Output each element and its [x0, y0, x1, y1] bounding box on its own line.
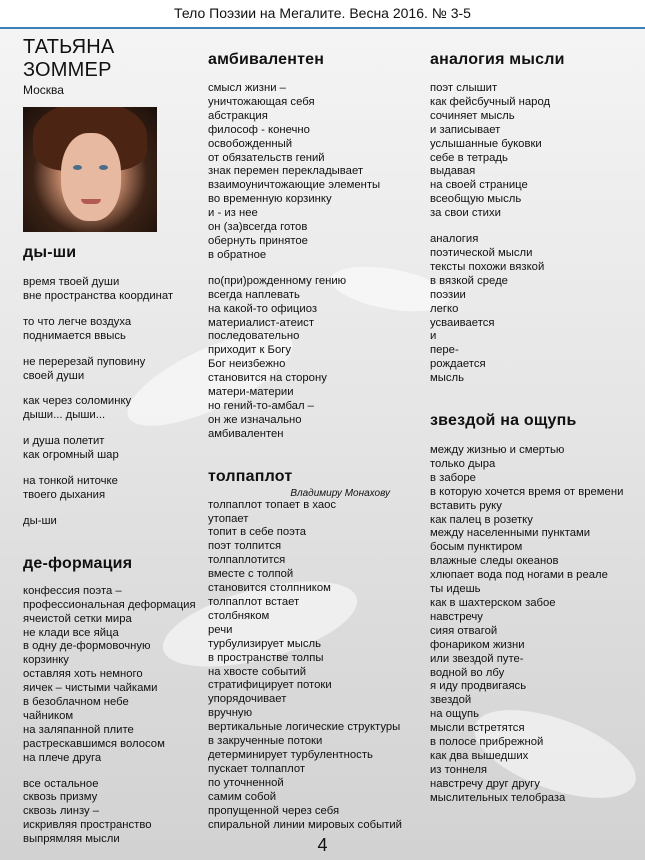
poem-line: всеобщую мысль	[430, 193, 522, 206]
poem-line: и записывает	[430, 123, 501, 136]
poem-line: оставляя хоть немного	[23, 668, 143, 681]
poem-line: рождается	[430, 358, 486, 371]
poem-line: не клади все яйца	[23, 626, 119, 639]
author-photo	[23, 107, 157, 232]
poem-line: толпаплот встает	[208, 596, 300, 608]
poem-title: аналогия мысли	[430, 51, 565, 68]
poem-body	[23, 585, 208, 847]
poem-line: детерминирует турбулентность	[208, 748, 373, 761]
poem-line: в которую хочется время от времени	[430, 485, 624, 498]
poem-line: на заляпанной плите	[23, 723, 134, 736]
poem-line: в обратное	[208, 248, 267, 261]
poem-line: поднимается ввысь	[23, 329, 126, 342]
poem-line: чайником	[23, 709, 74, 722]
poem-line: приходит к Богу	[208, 344, 292, 357]
poem-line: самим собой	[208, 790, 277, 803]
poem-line: между населенными пунктами	[430, 527, 591, 540]
poem-line: растрескавшимся волосом	[23, 737, 165, 750]
poem-line: мысль	[430, 372, 465, 385]
poem-line: пускает толпаплот	[208, 762, 306, 775]
poem-body	[23, 276, 208, 529]
poem-line: как два вышедших	[430, 749, 529, 762]
poem-line: он же изначально	[208, 413, 302, 426]
poem-line: упорядочивает	[208, 693, 287, 706]
poem-line: но гений-то-амбал –	[208, 399, 314, 412]
poem-line: за свои стихи	[430, 207, 501, 220]
poem-line: на плече друга	[23, 751, 102, 764]
poem-line: себе в тетрадь	[430, 151, 508, 164]
poem-line: в пространстве толпы	[208, 651, 324, 664]
poem-line: на своей странице	[430, 179, 528, 192]
poem-line: легко	[430, 302, 459, 315]
poem-line: уничтожающая себя	[208, 95, 315, 108]
poem-line: тексты похожи вязкой	[430, 260, 545, 273]
poem-line: в вязкой среде	[430, 274, 508, 287]
poem-title: де-формация	[23, 554, 133, 572]
poem-title: ды-ши	[23, 244, 77, 261]
poem-line: время твоей души	[23, 276, 120, 288]
column-3	[430, 29, 642, 806]
poem-line: абстракция	[208, 109, 268, 122]
poem-line: на хвосте событий	[208, 665, 307, 678]
poem-line: и душа полетит	[23, 435, 105, 448]
poem-line: матери-материи	[208, 386, 294, 399]
poem-line: яичек – чистыми чайками	[23, 682, 158, 695]
poem-line: спиральной линии мировых событий	[208, 818, 402, 831]
poem-line: сквозь призму	[23, 791, 98, 804]
poem-line: корзинку	[23, 654, 69, 667]
stanza-gap	[23, 344, 208, 356]
page-header	[0, 0, 645, 29]
poem-line: и	[430, 330, 437, 343]
poem-line: утопает	[208, 512, 249, 525]
poem-line: аналогия	[430, 233, 479, 246]
poem-line: пере-	[430, 344, 459, 357]
poem-line: по(при)рожденному гению	[208, 274, 347, 287]
stanza-gap	[23, 463, 208, 475]
poem-line: или звездой путе-	[430, 652, 524, 665]
poem-line: в полосе прибрежной	[430, 736, 544, 749]
column-1	[23, 29, 208, 847]
poem-line: босым пунктиром	[430, 541, 523, 554]
poem-line: становится столпником	[208, 582, 331, 595]
poem-title: звездой на ощупь	[430, 412, 577, 430]
poem-line: в закрученные потоки	[208, 735, 323, 748]
poem-line: вместе с толпой	[208, 568, 294, 581]
poem-line: становится на сторону	[208, 372, 327, 385]
poem-line: речи	[208, 623, 233, 636]
stanza-gap	[23, 423, 208, 435]
poem-line: от обязательств гений	[208, 151, 325, 164]
poem-title: толпаплот	[208, 467, 293, 485]
poem-line: как в шахтерском забое	[430, 597, 556, 609]
poem-line: последовательно	[208, 330, 300, 343]
stanza-gap	[23, 304, 208, 316]
poem-line: ты идешь	[430, 583, 481, 596]
poem-line: фонариком жизни	[430, 638, 525, 651]
poem-line: толпаплотится	[208, 554, 286, 567]
poem-line: искривляя пространство	[23, 819, 152, 832]
poem-line: во временную корзинку	[208, 193, 332, 206]
poem-line: обернуть принятое	[208, 234, 308, 247]
poem-line: не перерезай пуповину	[23, 355, 146, 368]
poem-line: профессиональная деформация	[23, 598, 196, 611]
poem-line: между жизнью и смертью	[430, 444, 565, 457]
stanza-gap	[208, 263, 430, 275]
stanza-gap	[23, 383, 208, 395]
poem-line: и - из нее	[208, 207, 258, 220]
poem-line: вставить руку	[430, 499, 502, 512]
poem-line: как палец в розетку	[430, 513, 533, 526]
poem-line: все остальное	[23, 777, 99, 790]
poem-line: ячеистой сетки мира	[23, 612, 132, 625]
poem-line: пропущенной через себя	[208, 804, 340, 817]
poem-line: на какой-то официоз	[208, 302, 318, 315]
poem-line: сквозь линзу –	[23, 805, 100, 818]
poem-line: освобожденный	[208, 137, 293, 150]
stanza-gap	[23, 766, 208, 778]
poem-body	[208, 82, 430, 442]
poem-line: как через соломинку	[23, 395, 132, 408]
poem-line: сочиняет мысль	[430, 109, 515, 122]
poem-line: толпаплот топает в хаос	[208, 498, 337, 511]
poem-line: только дыра	[430, 457, 496, 470]
poem-line: сияя отвагой	[430, 624, 498, 637]
poem-line: поэт толпится	[208, 540, 282, 553]
poem-line: он (за)всегда готов	[208, 221, 308, 234]
poem-line: то что легче воздуха	[23, 315, 132, 328]
poem-line: в безоблачном небе	[23, 696, 129, 709]
poem-line: на тонкой ниточке	[23, 475, 118, 488]
poem-line: услышанные буковки	[430, 137, 542, 150]
poem-body	[430, 82, 642, 386]
poem-line: вне пространства координат	[23, 289, 174, 302]
poem-line: навстречу	[430, 610, 483, 623]
poem-line: поэтической мысли	[430, 246, 533, 259]
poem-line: стратифицирует потоки	[208, 679, 332, 692]
poem-line: влажные следы океанов	[430, 555, 559, 568]
author-city: Москва	[23, 83, 64, 97]
poem-line: столбняком	[208, 609, 270, 622]
poem-line: водной во лбу	[430, 666, 505, 679]
poem-line: поэт слышит	[430, 82, 498, 94]
poem-line: из тоннеля	[430, 763, 488, 776]
poem-line: по уточненной	[208, 776, 284, 789]
page-body	[0, 29, 645, 860]
poem-line: в одну де-формовочную	[23, 640, 151, 653]
page-number: 4	[317, 835, 328, 855]
poem-line: поэзии	[430, 288, 466, 301]
poem-line: всегда наплевать	[208, 288, 300, 301]
poem-line: звездой	[430, 694, 472, 707]
poem-dedication: Владимиру Монахову	[290, 487, 390, 499]
poem-line: мысли встретятся	[430, 722, 525, 735]
poem-line: смысл жизни –	[208, 82, 286, 94]
poem-line: усваивается	[430, 316, 495, 329]
poem-line: вручную	[208, 707, 253, 720]
poem-line: как огромный шар	[23, 449, 119, 462]
header-title: Тело Поэзии на Мегалите. Весна 2016. № 3-5	[174, 5, 471, 21]
stanza-gap	[430, 221, 642, 233]
poem-line: материалист-атеист	[208, 316, 314, 329]
column-2	[208, 29, 430, 832]
poem-line: Бог неизбежно	[208, 358, 286, 371]
poem-line: философ - конечно	[208, 123, 310, 136]
poem-line: я иду продвигаясь	[430, 680, 527, 693]
poem-line: навстречу друг другу	[430, 777, 540, 790]
stanza-gap	[23, 503, 208, 515]
poem-title: амбивалентен	[208, 51, 325, 68]
poem-line: мыслительных телобраза	[430, 791, 566, 804]
poem-line: знак перемен перекладывает	[208, 165, 364, 178]
poem-line: ды-ши	[23, 514, 57, 527]
poem-line: взаимоуничтожающие элементы	[208, 179, 381, 192]
poem-line: вертикальные логические структуры	[208, 721, 401, 734]
poem-line: конфессия поэта –	[23, 584, 122, 597]
poem-line: выпрямляя мысли	[23, 833, 120, 846]
poem-line: твоего дыхания	[23, 488, 106, 501]
poem-line: турбулизирует мысль	[208, 637, 322, 650]
poem-line: дыши... дыши...	[23, 409, 106, 422]
poem-line: хлюпает вода под ногами в реале	[430, 569, 608, 582]
poem-line: на ощупь	[430, 708, 480, 721]
poem-line: выдавая	[430, 165, 476, 178]
author-name: ТАТЬЯНА ЗОММЕР	[23, 36, 115, 81]
poem-line: в заборе	[430, 471, 476, 484]
poem-line: как фейсбучный народ	[430, 95, 551, 108]
poem-body	[208, 499, 430, 833]
poem-line: топит в себе поэта	[208, 526, 307, 539]
poem-body	[430, 444, 642, 806]
poem-line: своей души	[23, 369, 85, 382]
poem-line: амбивалентен	[208, 427, 284, 440]
